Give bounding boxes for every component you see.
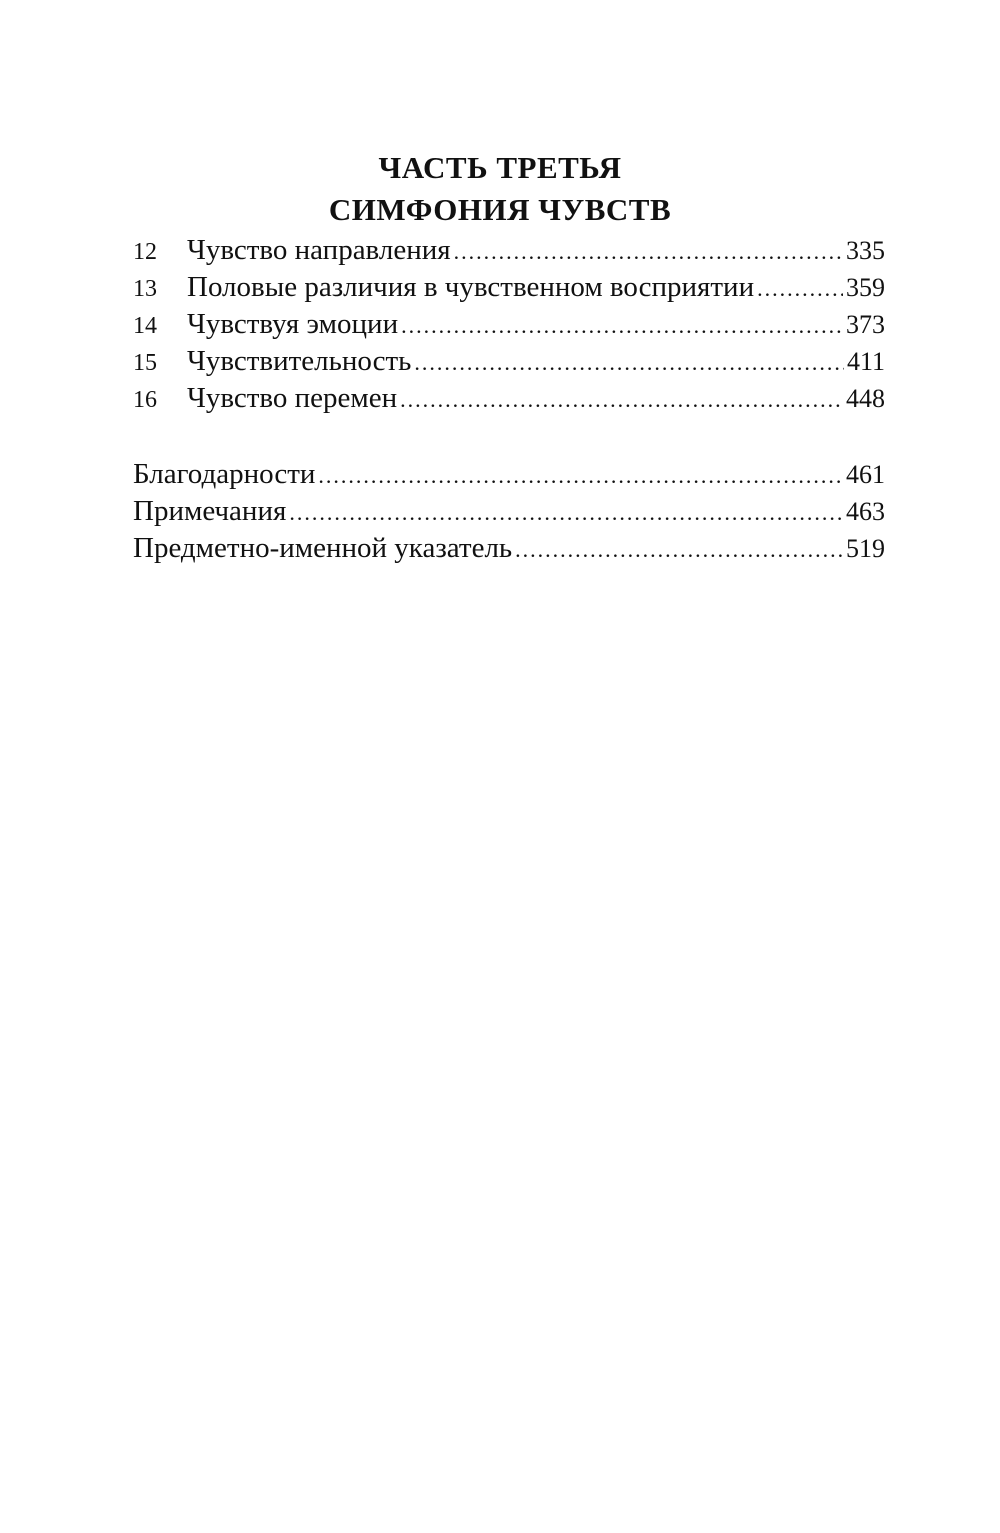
page-number: 373 [846,310,885,339]
dot-leader [318,457,843,494]
toc-entry[interactable] [133,456,885,493]
chapter-title: Чувствуя эмоции [187,308,399,340]
chapter-number: 15 [133,350,157,376]
toc-entry[interactable] [133,343,885,380]
dot-leader [757,270,843,307]
page-number: 411 [846,347,885,376]
toc-entry[interactable] [133,530,885,567]
toc-entry[interactable] [133,306,885,343]
chapter-title: Чувствительность [187,345,412,377]
part-title: СИМФОНИЯ ЧУВСТВ [328,192,672,227]
part-label: ЧАСТЬ ТРЕТЬЯ [378,150,622,185]
section-title: Благодарности [133,458,316,490]
dot-leader [289,494,843,531]
chapter-number: 12 [133,239,157,265]
page-number: 519 [846,534,885,563]
page-number: 335 [846,236,885,265]
chapter-number: 16 [133,387,157,413]
chapter-list [133,232,885,417]
chapter-title: Половые различия в чувственном восприятии [187,271,755,303]
chapter-title: Чувство направления [187,234,451,266]
section-title: Предметно-именной указатель [133,532,513,564]
page-number: 461 [846,460,885,489]
chapter-title: Чувство перемен [187,382,398,414]
page-number: 448 [846,384,885,413]
toc-entry[interactable] [133,232,885,269]
section-title: Примечания [133,495,287,527]
toc-entry[interactable] [133,380,885,417]
back-matter-list [133,456,885,567]
chapter-number: 14 [133,313,157,339]
dot-leader [515,531,843,568]
dot-leader [401,307,843,344]
page-number: 463 [846,497,885,526]
dot-leader [414,344,844,381]
toc-entry[interactable] [133,493,885,530]
dot-leader [454,233,843,270]
chapter-number: 13 [133,276,157,302]
page-number: 359 [846,273,885,302]
toc-entry[interactable] [133,269,885,306]
dot-leader [400,381,843,418]
